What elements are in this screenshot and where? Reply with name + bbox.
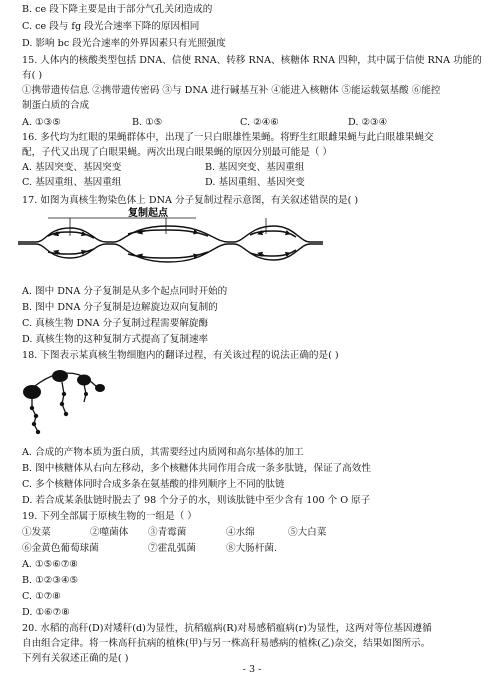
q17-option-b: B. 图中 DNA 分子复制是边解旋边双向复制的	[22, 302, 218, 313]
q17-option-c: C. 真核生物 DNA 分子复制过程需要解旋酶	[22, 318, 209, 329]
q19-item-5: ⑤大白菜	[288, 527, 327, 538]
dna-replication-figure	[18, 206, 323, 278]
replication-direction-arrows	[54, 231, 290, 257]
q15-items-line2: 制蛋白质的合成	[22, 100, 90, 111]
q19-option-d: D. ①⑥⑦⑧	[22, 607, 70, 618]
peptide-beads	[30, 392, 88, 434]
figure-label-origin: 复制起点	[128, 208, 168, 219]
q17-stem: 17. 如图为真核生物染色体上 DNA 分子复制过程示意图，有关叙述错误的是( )	[22, 195, 359, 206]
q18-option-b: B. 图中核糖体从右向左移动，多个核糖体共同作用合成一条多肽链，保证了高效性	[22, 463, 371, 474]
q19-option-a: A. ①⑤⑥⑦⑧	[22, 559, 79, 570]
q15-stem-line2: 有( )	[22, 70, 43, 81]
q19-item-7: ⑦霍乱弧菌	[148, 543, 196, 554]
q20-stem-line1: 20. 水稻的高秆(D)对矮秆(d)为显性，抗稻瘟病(R)对易感稻瘟病(r)为显性，这两对等位基因遵循	[22, 623, 432, 634]
q15-option-a: A. ①③⑤	[22, 117, 61, 128]
q16-option-a: A. 基因突变、基因突变	[22, 162, 122, 173]
q16-stem-line2: 配，子代又出现了白眼果蝇。两次出现白眼果蝇的原因分别最可能是（ ）	[22, 147, 333, 158]
q18-option-d: D. 若合成某条肽链时脱去了 98 个分子的水，则该肽链中至少含有 100 个 O 原子	[22, 495, 371, 506]
q18-option-c: C. 多个核糖体同时合成多条在氨基酸的排列顺序上不同的肽链	[22, 479, 285, 490]
q15-option-b: B. ①⑤	[132, 117, 163, 128]
page-number: - 3 -	[242, 664, 262, 675]
q16-stem-line1: 16. 多代均为红眼的果蝇群体中，出现了一只白眼雄性果蝇。将野生红眼雌果蝇与此白眼雄果蝇交	[22, 132, 434, 143]
q17-option-a: A. 图中 DNA 分子复制是从多个起点同时开始的	[22, 286, 228, 297]
q19-item-2: ②噬菌体	[90, 527, 129, 538]
q14-option-b: B. ce 段下降主要是由于部分气孔关闭造成的	[22, 4, 213, 15]
q15-stem-line1: 15. 人体内的核酸类型包括 DNA、信使 RNA、转移 RNA、核糖体 RNA 四种，其中属于信使 RNA 功能的	[22, 55, 482, 66]
q19-item-6: ⑥金黄色葡萄球菌	[22, 543, 99, 554]
q16-option-b: B. 基因突变、基因重组	[205, 162, 305, 173]
q16-option-d: D. 基因重组、基因突变	[205, 177, 305, 188]
q20-stem-line3: 下列有关叙述正确的是( )	[22, 653, 129, 664]
q19-item-1: ①发菜	[22, 527, 51, 538]
translation-figure	[20, 364, 110, 440]
q19-option-b: B. ①②③④⑤	[22, 575, 79, 586]
q15-items-line1: ①携带遗传信息 ②携带遗传密码 ③与 DNA 进行碱基互补 ④能进入核糖体 ⑤能运载氨基酸 ⑥能控	[22, 85, 441, 96]
q15-option-c: C. ②④⑥	[240, 117, 279, 128]
q19-item-8: ⑧大肠杆菌.	[226, 543, 278, 554]
q19-stem: 19. 下列全部属于原核生物的一组是（ ）	[22, 511, 197, 522]
dna-strands	[18, 226, 323, 262]
q19-option-c: C. ①⑦⑧	[22, 591, 61, 602]
q17-option-d: D. 真核生物的这种复制方式提高了复制速率	[22, 334, 209, 345]
q14-option-c: C. ce 段与 fg 段光合速率下降的原因相同	[22, 21, 200, 32]
q14-option-d: D. 影响 bc 段光合速率的外界因素只有光照强度	[22, 38, 226, 49]
q19-item-3: ③青霉菌	[148, 527, 187, 538]
q20-stem-line2: 自由组合定律。将一株高秆抗病的植株(甲)与另一株高秆易感病的植株(乙)杂交，结果如图所示。	[22, 638, 431, 649]
q19-item-4: ④水绵	[226, 527, 255, 538]
q15-option-d: D. ②③④	[348, 117, 388, 128]
q18-option-a: A. 合成的产物本质为蛋白质，其需要经过内质网和高尔基体的加工	[22, 447, 304, 458]
q18-stem: 18. 下图表示某真核生物细胞内的翻译过程，有关该过程的说法正确的是( )	[22, 350, 339, 361]
q16-option-c: C. 基因重组、基因重组	[22, 177, 122, 188]
